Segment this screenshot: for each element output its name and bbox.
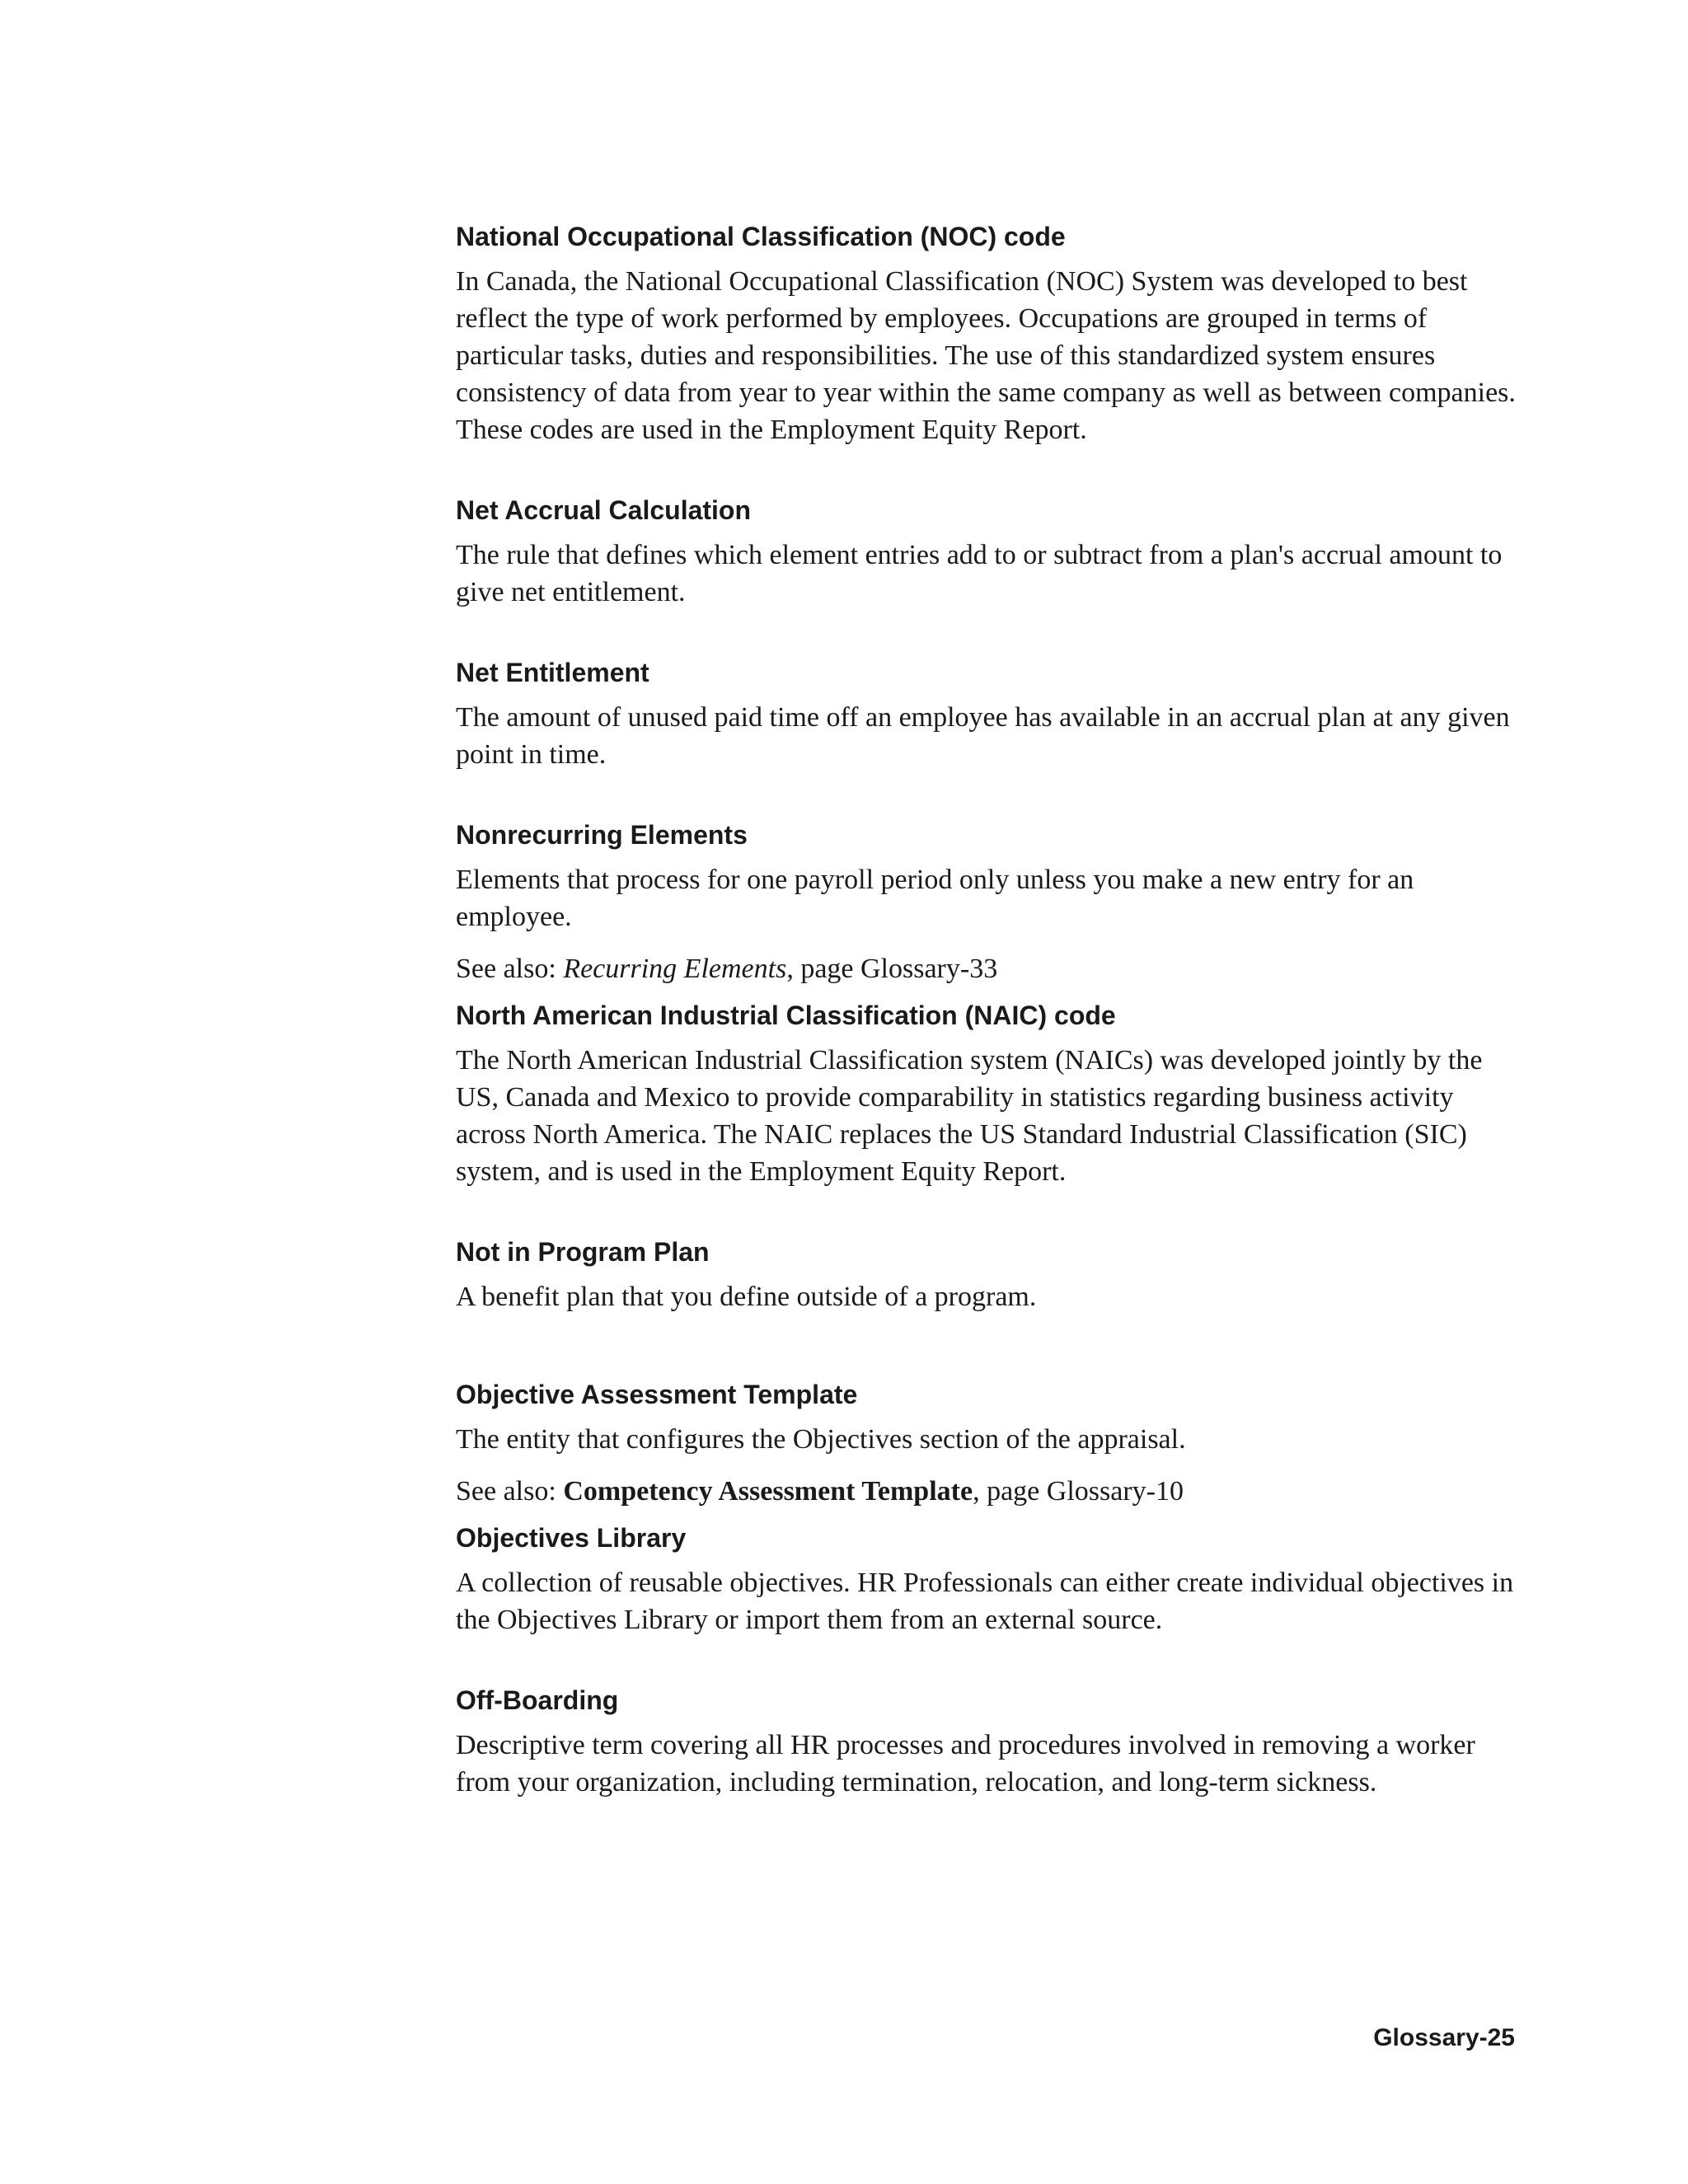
glossary-entry-naic-code: [456, 999, 1527, 1190]
see-also-link-recurring-elements[interactable]: Recurring Elements: [563, 954, 787, 984]
glossary-entry-not-in-program-plan: [456, 1235, 1527, 1315]
term-definition: The entity that configures the Objectives section of the appraisal.: [456, 1424, 1186, 1455]
term-heading: Objective Assessment Template: [456, 1380, 858, 1409]
see-also-prefix: See also:: [456, 954, 564, 984]
term-definition: Elements that process for one payroll period only unless you make a new entry for an employee.: [456, 865, 1414, 932]
see-also-prefix: See also:: [456, 1476, 564, 1507]
glossary-entry-off-boarding: [456, 1684, 1527, 1801]
term-definition: The North American Industrial Classification system (NAICs) was developed jointly by the US, Canada and Mexico to provide comparability in statistics regarding business activity across North America. The NAIC replaces the US Standard Industrial Classification (SIC) system, and is used in the Employment Equity Report.: [456, 1045, 1483, 1187]
glossary-entry-noc-code: [456, 220, 1527, 448]
term-definition: A collection of reusable objectives. HR Professionals can either create individual objectives in the Objectives Library or import them from an external source.: [456, 1568, 1514, 1635]
term-heading: Off-Boarding: [456, 1685, 619, 1715]
term-heading: Not in Program Plan: [456, 1237, 710, 1267]
see-also-line: [456, 1473, 1527, 1510]
see-also-page-ref: , page Glossary-10: [973, 1476, 1184, 1507]
term-heading: Objectives Library: [456, 1523, 687, 1553]
glossary-entry-objectives-library: [456, 1521, 1527, 1638]
term-definition: The rule that defines which element entries add to or subtract from a plan's accrual amount to give net entitlement.: [456, 540, 1503, 607]
term-heading: National Occupational Classification (NOC) code: [456, 222, 1066, 251]
glossary-entry-objective-assessment-template: [456, 1378, 1527, 1510]
term-heading: Nonrecurring Elements: [456, 820, 748, 850]
glossary-entry-nonrecurring-elements: [456, 818, 1527, 987]
term-definition: A benefit plan that you define outside of a program.: [456, 1282, 1037, 1312]
term-heading: North American Industrial Classification (NAIC) code: [456, 1001, 1116, 1030]
term-heading: Net Accrual Calculation: [456, 495, 752, 525]
glossary-entry-net-accrual-calculation: [456, 494, 1527, 611]
term-definition: Descriptive term covering all HR processes and procedures involved in removing a worker from your organization, including termination, relocation, and long-term sickness.: [456, 1730, 1475, 1797]
glossary-entry-net-entitlement: [456, 656, 1527, 773]
glossary-page-content: [456, 220, 1527, 1801]
term-definition: In Canada, the National Occupational Classification (NOC) System was developed to best reflect the type of work performed by employees. Occupations are grouped in terms of particular tasks, duties and responsibilities. The use of this standardized system ensures consistency of data from year to year within the same company as well as between companies. These codes are used in the Employment Equity Report.: [456, 266, 1516, 445]
term-heading: Net Entitlement: [456, 658, 649, 687]
see-also-line: [456, 950, 1527, 987]
page-number: Glossary-25: [1373, 2024, 1515, 2051]
see-also-page-ref: , page Glossary-33: [786, 954, 998, 984]
see-also-link-competency-assessment-template[interactable]: Competency Assessment Template: [563, 1476, 973, 1507]
term-definition: The amount of unused paid time off an employee has available in an accrual plan at any given point in time.: [456, 702, 1510, 770]
